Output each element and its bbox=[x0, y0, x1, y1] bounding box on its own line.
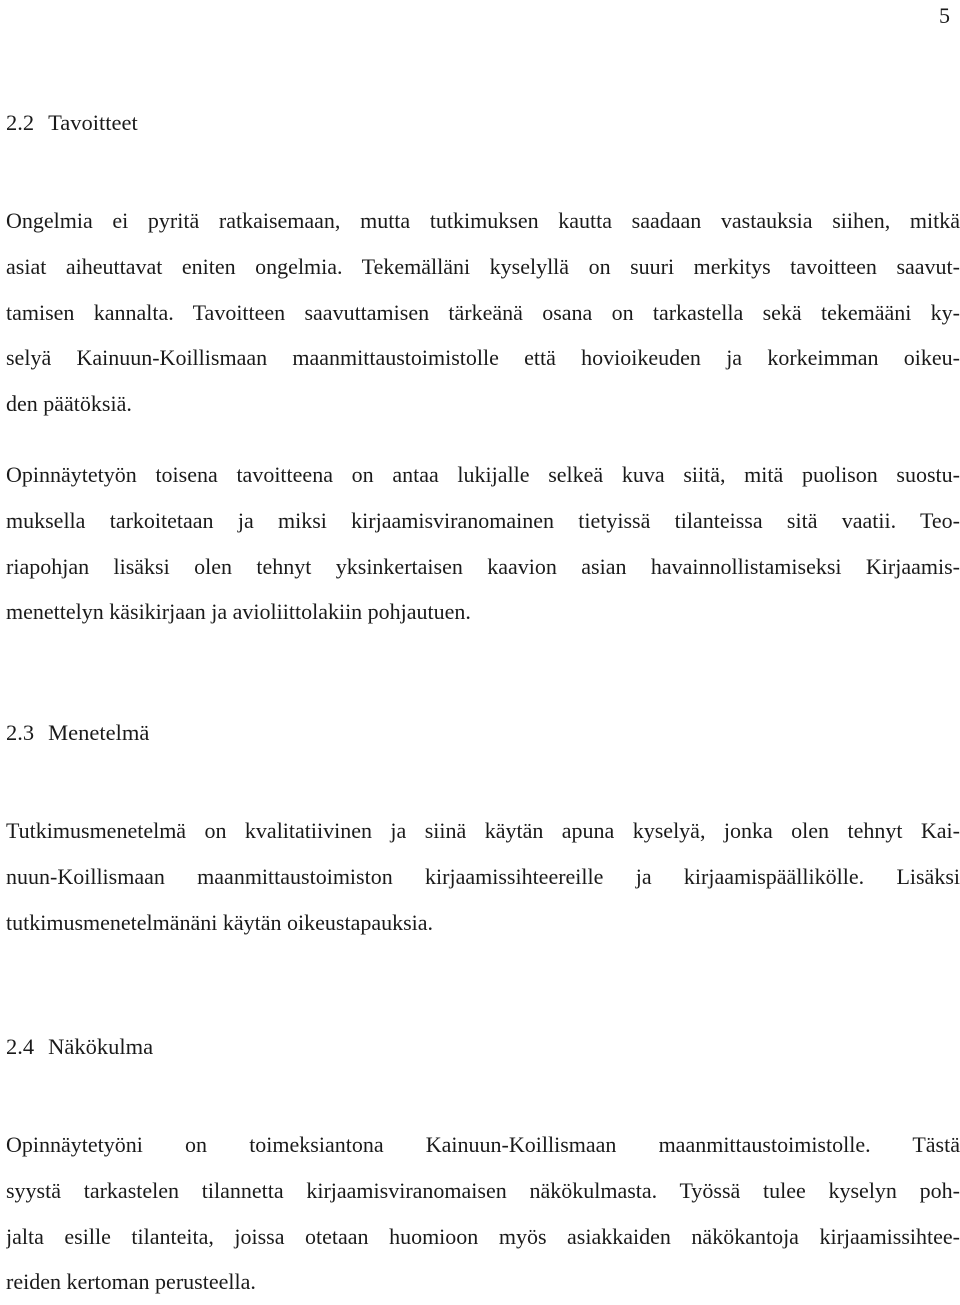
section-heading-nakokulma bbox=[6, 1032, 153, 1062]
paragraph-line: den päätöksiä. bbox=[6, 391, 132, 417]
paragraph bbox=[6, 198, 960, 427]
paragraph-line: muksella tarkoitetaan ja miksi kirjaamisviranomainen tietyissä tilanteissa sitä vaatii. Teo- bbox=[6, 507, 960, 533]
paragraph-line: selyä Kainuun-Koillismaan maanmittaustoimistolle että hovioikeuden ja korkeimman oikeu- bbox=[6, 345, 960, 371]
paragraph-line: Ongelmia ei pyritä ratkaisemaan, mutta tutkimuksen kautta saadaan vastauksia siihen, mitkä bbox=[6, 208, 960, 233]
section-heading-tavoitteet bbox=[6, 108, 138, 138]
paragraph-line: tutkimusmenetelmänäni käytän oikeustapauksia. bbox=[6, 909, 434, 935]
paragraph-line: tamisen kannalta. Tavoitteen saavuttamisen tärkeänä osana on tarkastella sekä tekemääni ky- bbox=[6, 299, 960, 325]
paragraph-line: reiden kertoman perusteella. bbox=[6, 1269, 256, 1295]
section-number: 2.3 bbox=[6, 720, 35, 745]
page-number: 5 bbox=[939, 3, 950, 28]
section-number: 2.4 bbox=[6, 1034, 35, 1059]
section-title: Menetelmä bbox=[48, 720, 150, 745]
paragraph-line: Opinnäytetyöni on toimeksiantona Kainuun-Koillismaan maanmittaustoimistolle. Tästä bbox=[6, 1132, 960, 1157]
paragraph-line: Tutkimusmenetelmä on kvalitatiivinen ja siinä käytän apuna kyselyä, jonka olen tehnyt Kai- bbox=[6, 818, 960, 843]
section-title: Tavoitteet bbox=[48, 110, 138, 135]
paragraph-line: nuun-Koillismaan maanmittaustoimiston kirjaamissihteereille ja kirjaamispäällikölle. Lisäksi bbox=[6, 863, 960, 889]
section-heading-menetelma bbox=[6, 718, 149, 748]
paragraph-line: jalta esille tilanteita, joissa otetaan huomioon myös asiakkaiden näkökantoja kirjaamissihtee- bbox=[6, 1223, 960, 1249]
paragraph-line: riapohjan lisäksi olen tehnyt yksinkertaisen kaavion asian havainnollistamiseksi Kirjaamis- bbox=[6, 553, 960, 579]
paragraph bbox=[6, 808, 960, 945]
paragraph-line: syystä tarkastelen tilannetta kirjaamisviranomaisen näkökulmasta. Työssä tulee kyselyn poh- bbox=[6, 1177, 960, 1203]
paragraph-line: Opinnäytetyön toisena tavoitteena on antaa lukijalle selkeä kuva siitä, mitä puolison suostu- bbox=[6, 462, 960, 487]
section-title: Näkökulma bbox=[48, 1034, 154, 1059]
paragraph-line: asiat aiheuttavat eniten ongelmia. Tekemälläni kyselyllä on suuri merkitys tavoitteen saavut- bbox=[6, 253, 960, 279]
section-number: 2.2 bbox=[6, 110, 35, 135]
paragraph bbox=[6, 452, 960, 635]
paragraph bbox=[6, 1122, 960, 1305]
paragraph-line: menettelyn käsikirjaan ja avioliittolakiin pohjautuen. bbox=[6, 599, 471, 625]
